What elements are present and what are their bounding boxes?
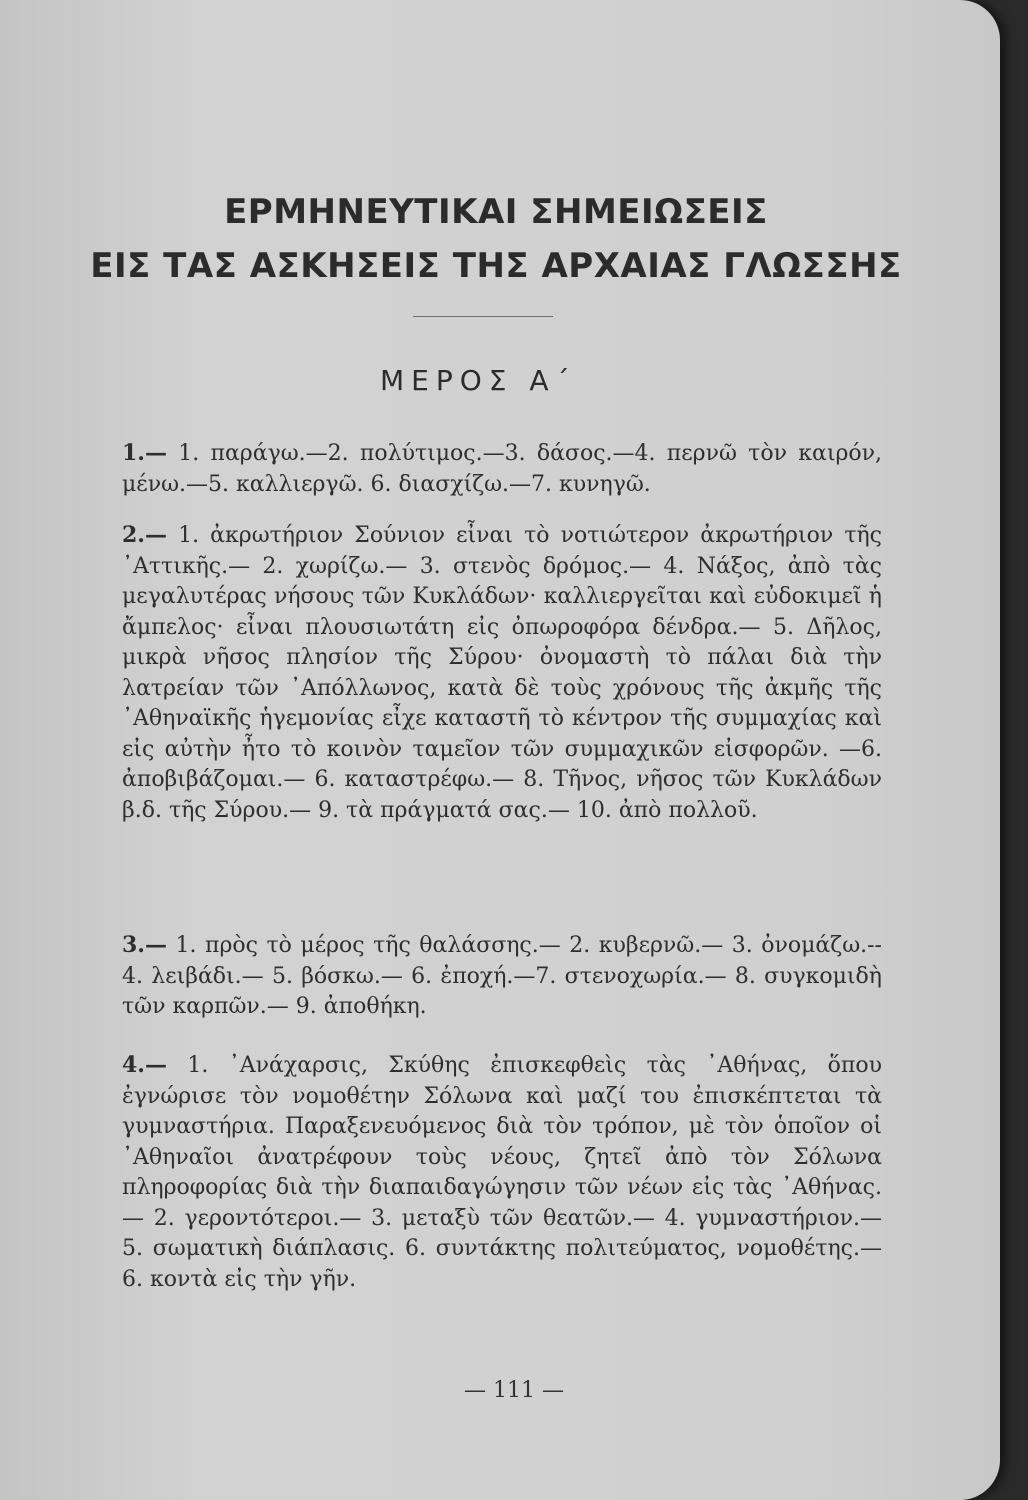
heading-line-1: ΕΡΜΗΝΕΥΤΙΚΑΙ ΣΗΜΕΙΩΣΕΙΣ xyxy=(224,192,768,232)
entry-number: 3.— xyxy=(122,932,167,958)
entry-3 xyxy=(122,930,882,1023)
page-number: — 111 — xyxy=(464,1378,564,1403)
entry-number: 1.— xyxy=(122,440,167,466)
entry-text: 1. ᾿Ανάχαρσις, Σκύθης ἐπισκεφθεὶς τὰς ᾿Αθήνας, ὅπου ἐγνώρισε τὸν νομοθέτην Σόλωνα καὶ μαζί του ἐπισκέπτεται τὰ γυμναστήρια. Παραξενευόμενος διὰ τὸν τρόπον, μὲ τὸν ὁποῖον οἱ ᾿Αθηναῖοι ἀνατρέφουν τοὺς νέους, ζητεῖ ἀπὸ τὸν Σόλωνα πληροφορίας διὰ τὴν διαπαιδαγώγησιν τῶν νέων εἰς τὰς ᾿Αθήνας.— 2. γεροντότεροι.— 3. μεταξὺ τῶν θεατῶν.— 4. γυμναστήριον.— 5. σωματικὴ διάπλασις. 6. συντάκτης πολιτεύματος, νομοθέτης.— 6. κοντὰ εἰς τὴν γῆν. xyxy=(122,1053,882,1292)
entry-text: 1. πρὸς τὸ μέρος τῆς θαλάσσης.— 2. κυβερνῶ.— 3. ὀνομάζω.-- 4. λειβάδι.— 5. βόσκω.— 6. ἐποχή.—7. στενοχωρία.— 8. συγκομιδὴ τῶν καρπῶν.— 9. ἀποθήκη. xyxy=(122,933,882,1019)
entry-number: 4.— xyxy=(122,1052,167,1078)
entry-4 xyxy=(122,1050,882,1295)
part-title: ΜΕΡΟΣ Α΄ xyxy=(380,364,577,397)
entry-text: 1. ἀκρωτήριον Σούνιον εἶναι τὸ νοτιώτερον ἀκρωτήριον τῆς ᾿Αττικῆς.— 2. χωρίζω.— 3. στενὸς δρόμος.— 4. Νάξος, ἀπὸ τὰς μεγαλυτέρας νήσους τῶν Κυκλάδων· καλλιεργεῖται καὶ εὐδοκιμεῖ ἡ ἄμπελος· εἶναι πλουσιωτάτη εἰς ὀπωροφόρα δένδρα.— 5. Δῆλος, μικρὰ νῆσος πλησίον τῆς Σύρου· ὀνομαστὴ τὸ πάλαι διὰ τὴν λατρείαν τῶν ᾿Απόλλωνος, κατὰ δὲ τοὺς χρόνους τῆς ἀκμῆς τῆς ᾿Αθηναϊκῆς ἡγεμονίας εἶχε καταστῆ τὸ κέντρον τῆς συμμαχίας καὶ εἰς αὐτὴν ἦτο τὸ κοινὸν ταμεῖον τῶν συμμαχικῶν εἰσφορῶν. —6. ἀποβιβάζομαι.— 6. καταστρέφω.— 8. Τῆνος, νῆσος τῶν Κυκλάδων β.δ. τῆς Σύρου.— 9. τὰ πράγματά σας.— 10. ἀπὸ πολλοῦ. xyxy=(122,523,882,823)
divider-rule xyxy=(413,316,553,317)
heading-line-2: ΕΙΣ ΤΑΣ ΑΣΚΗΣΕΙΣ ΤΗΣ ΑΡΧΑΙΑΣ ΓΛΩΣΣΗΣ xyxy=(90,246,902,286)
entry-number: 2.— xyxy=(122,522,167,548)
entry-1 xyxy=(122,438,882,500)
entry-text: 1. παράγω.—2. πολύτιμος.—3. δάσος.—4. περνῶ τὸν καιρόν, μένω.—5. καλλιεργῶ. 6. διασχίζω.—7. κυνηγῶ. xyxy=(122,441,882,497)
entry-2 xyxy=(122,520,882,826)
